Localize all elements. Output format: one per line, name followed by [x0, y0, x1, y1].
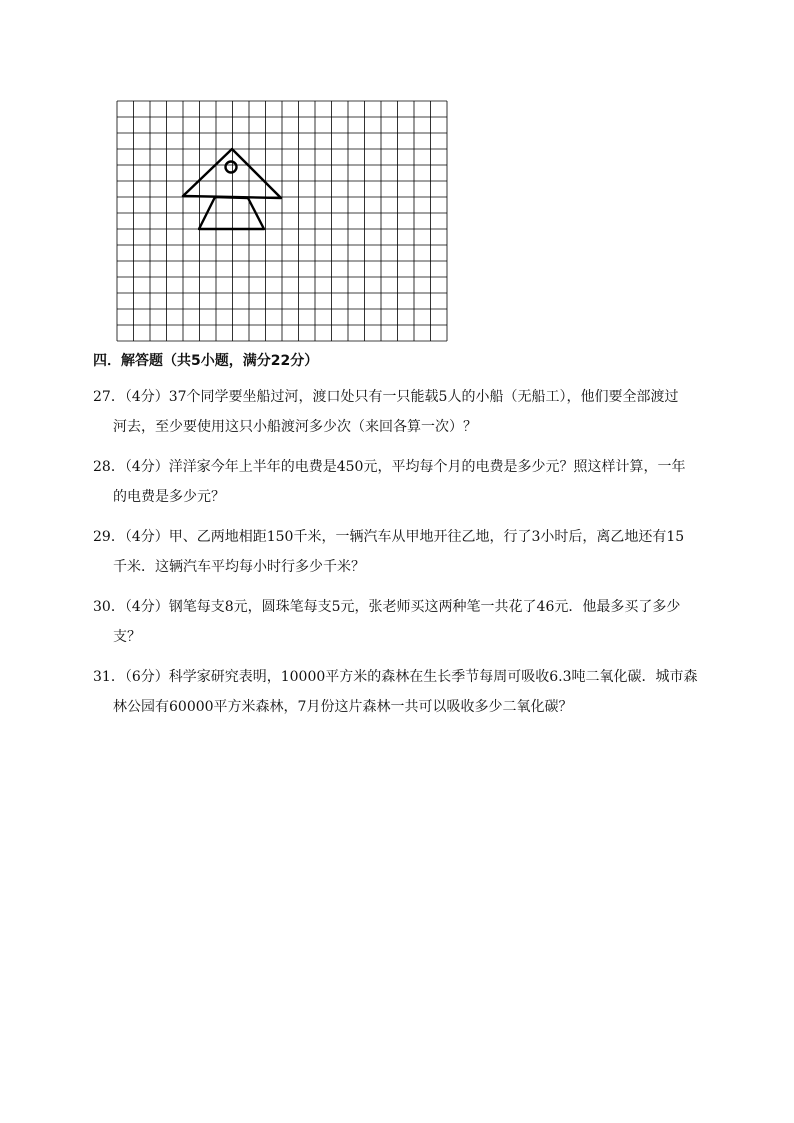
grid-lines: [117, 101, 447, 341]
question-text: 30．（4分）钢笔每支8元，圆珠笔每支5元，张老师买这两种笔一共花了46元．他最多买了多少: [93, 599, 681, 615]
question-text-cont: 河去，至少要使用这只小船渡河多少次（来回各算一次）？: [113, 419, 477, 435]
question-text-cont: 支？: [113, 629, 141, 645]
grid-figure: [116, 100, 448, 342]
question-text-cont: 林公园有60000平方米森林，7月份这片森林一共可以吸收多少二氧化碳？: [113, 699, 573, 715]
question-text-cont: 千米．这辆汽车平均每小时行多少千米？: [113, 559, 365, 575]
section-heading: 四．解答题（共5小题，满分22分）: [93, 353, 319, 369]
circle-window: [226, 162, 237, 173]
question-list: [93, 382, 703, 732]
question-text: 29．（4分）甲、乙两地相距150千米，一辆汽车从甲地开往乙地，行了3小时后，离乙地还有15: [93, 529, 685, 545]
question-text: 31．（6分）科学家研究表明，10000平方米的森林在生长季节每周可吸收6.3吨二氧化碳．城市森: [93, 669, 698, 685]
question-29: [93, 522, 703, 582]
question-text: 27．（4分）37个同学要坐船过河，渡口处只有一只能载5人的小船（无船工），他们要全部渡过: [93, 389, 679, 405]
question-text: 28．（4分）洋洋家今年上半年的电费是450元，平均每个月的电费是多少元？照这样计算，一年: [93, 459, 686, 475]
question-28: [93, 452, 703, 512]
question-31: [93, 662, 703, 722]
rocket-shape: [183, 149, 281, 229]
question-30: [93, 592, 703, 652]
question-27: [93, 382, 703, 442]
question-text-cont: 的电费是多少元？: [113, 489, 225, 505]
